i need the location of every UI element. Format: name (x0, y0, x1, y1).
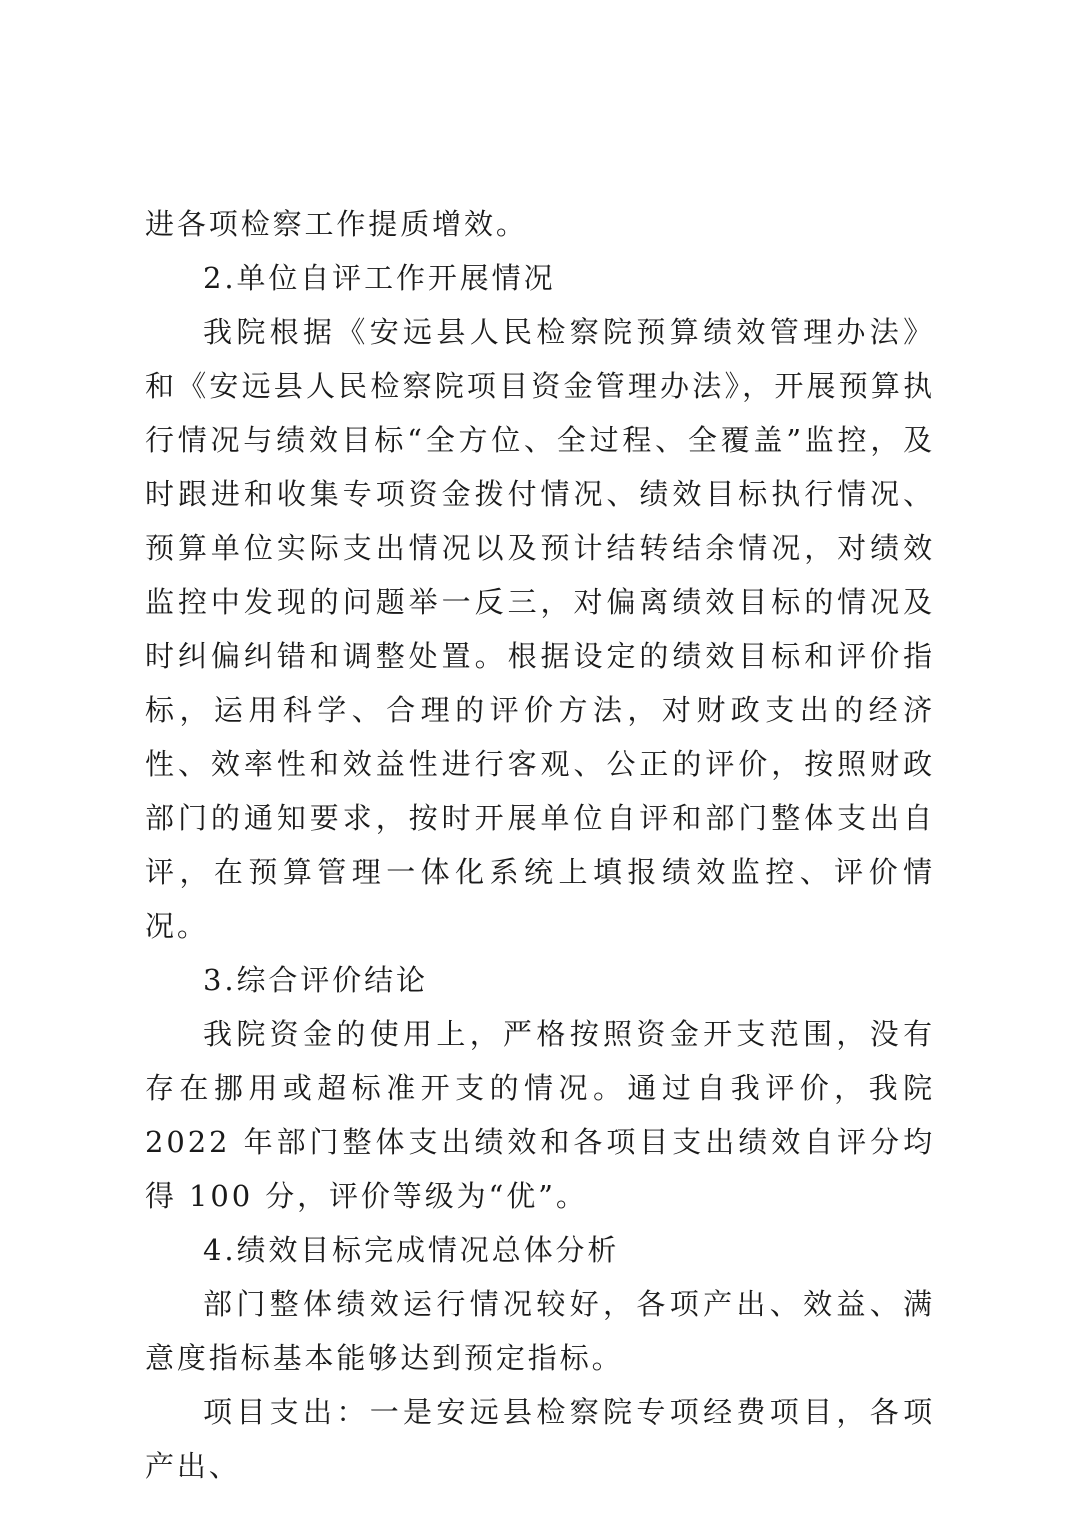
paragraph-conclusion: 我院资金的使用上，严格按照资金开支范围，没有存在挪用或超标准开支的情况。通过自我评价，我院 2022 年部门整体支出绩效和各项目支出绩效自评分均得 100 分，评价等级为“优”。 (145, 1017, 935, 1213)
paragraph-continuation: 进各项检察工作提质增效。 (145, 207, 528, 241)
section-heading-conclusion: 3.综合评价结论 (203, 963, 428, 997)
paragraph-project-expenditure: 项目支出：一是安远县检察院专项经费项目，各项产出、 (145, 1395, 935, 1483)
section-heading-self-evaluation: 2.单位自评工作开展情况 (203, 261, 556, 295)
section-heading-goal-analysis: 4.绩效目标完成情况总体分析 (203, 1233, 620, 1267)
paragraph-goal-analysis: 部门整体绩效运行情况较好，各项产出、效益、满意度指标基本能够达到预定指标。 (145, 1287, 935, 1375)
paragraph-self-evaluation: 我院根据《安远县人民检察院预算绩效管理办法》和《安远县人民检察院项目资金管理办法》，开展预算执行情况与绩效目标“全方位、全过程、全覆盖”监控，及时跟进和收集专项资金拨付情况、绩效目标执行情况、预算单位实际支出情况以及预计结转结余情况，对绩效监控中发现的问题举一反三，对偏离绩效目标的情况及时纠偏纠错和调整处置。根据设定的绩效目标和评价指标，运用科学、合理的评价方法，对财政支出的经济性、效率性和效益性进行客观、公正的评价，按照财政部门的通知要求，按时开展单位自评和部门整体支出自评，在预算管理一体化系统上填报绩效监控、评价情况。 (145, 315, 935, 943)
document-body (145, 197, 935, 1493)
